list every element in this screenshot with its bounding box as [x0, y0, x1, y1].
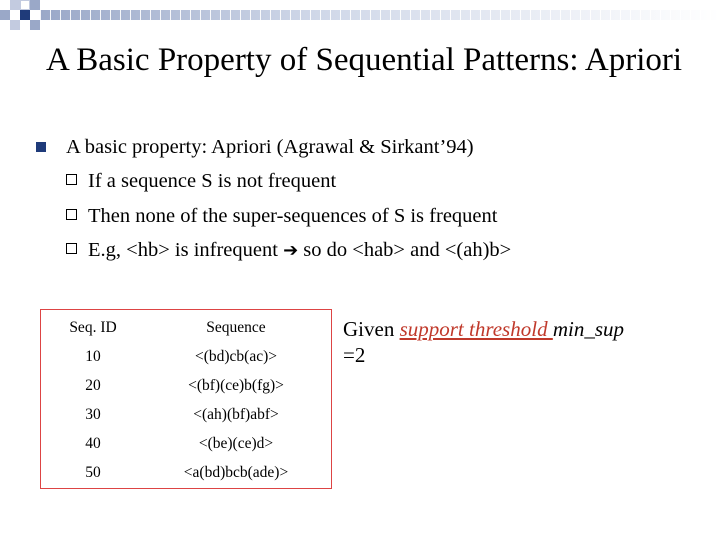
right-arrow-icon: ➔: [283, 240, 299, 261]
deco-square: [30, 20, 40, 30]
sequence-cell: <(bd)cb(ac)>: [194, 348, 278, 365]
sub-bullet-text: Then none of the super-sequences of S is frequent: [88, 204, 498, 227]
seq-id-cell: 50: [85, 464, 101, 481]
deco-square: [0, 10, 10, 20]
table-row: [41, 343, 331, 372]
deco-square: [20, 0, 30, 10]
sub-bullet-text: If a sequence S is not frequent: [88, 170, 337, 192]
checkbox-bullet-icon: [66, 174, 77, 185]
example-text-prefix: E.g, <hb> is infrequent: [88, 239, 284, 261]
sequence-cell: <(be)(ce)d>: [198, 435, 274, 452]
seq-id-cell: 30: [85, 406, 101, 423]
min-sup-value: =2: [343, 343, 366, 367]
sub-bullet-example: [36, 233, 696, 269]
deco-square: [20, 10, 30, 20]
threshold-note: [343, 316, 703, 368]
table-row: [41, 372, 331, 401]
main-bullet: [36, 130, 696, 164]
min-sup-label: min_sup: [552, 317, 624, 341]
support-threshold-link[interactable]: support threshold: [399, 317, 553, 341]
bullet-list: [36, 130, 696, 269]
table-row: [41, 459, 331, 488]
column-header-seq-id: Seq. ID: [69, 319, 117, 336]
note-prefix: Given: [343, 317, 400, 341]
seq-id-cell: 10: [85, 348, 101, 365]
checkbox-bullet-icon: [66, 243, 77, 254]
square-bullet-icon: [36, 142, 46, 152]
table-row: [41, 430, 331, 459]
table-header-row: [41, 314, 331, 343]
sequence-cell: <(bf)(ce)b(fg)>: [188, 377, 284, 394]
deco-square: [30, 0, 40, 10]
checkbox-bullet-icon: [66, 209, 77, 220]
seq-id-cell: 20: [85, 377, 101, 394]
slide-title: A Basic Property of Sequential Patterns: Apriori: [46, 42, 683, 78]
sub-bullet: [36, 164, 696, 199]
table-row: [41, 401, 331, 430]
sequence-database-table: [40, 309, 332, 489]
example-text-suffix: so do <hab> and <(ah)b>: [298, 239, 512, 261]
sequence-cell: <(ah)(bf)abf>: [193, 406, 279, 423]
seq-id-cell: 40: [85, 435, 101, 452]
deco-square: [10, 0, 20, 10]
header-gradient-bar: [40, 10, 720, 20]
main-bullet-text: A basic property: Apriori (Agrawal & Sirkant’94): [66, 136, 474, 158]
sequence-cell: <a(bd)bcb(ade)>: [183, 464, 289, 481]
column-header-sequence: Sequence: [206, 319, 266, 336]
header-decoration: [0, 0, 720, 40]
sub-bullet: [36, 199, 696, 234]
deco-square: [10, 20, 20, 30]
